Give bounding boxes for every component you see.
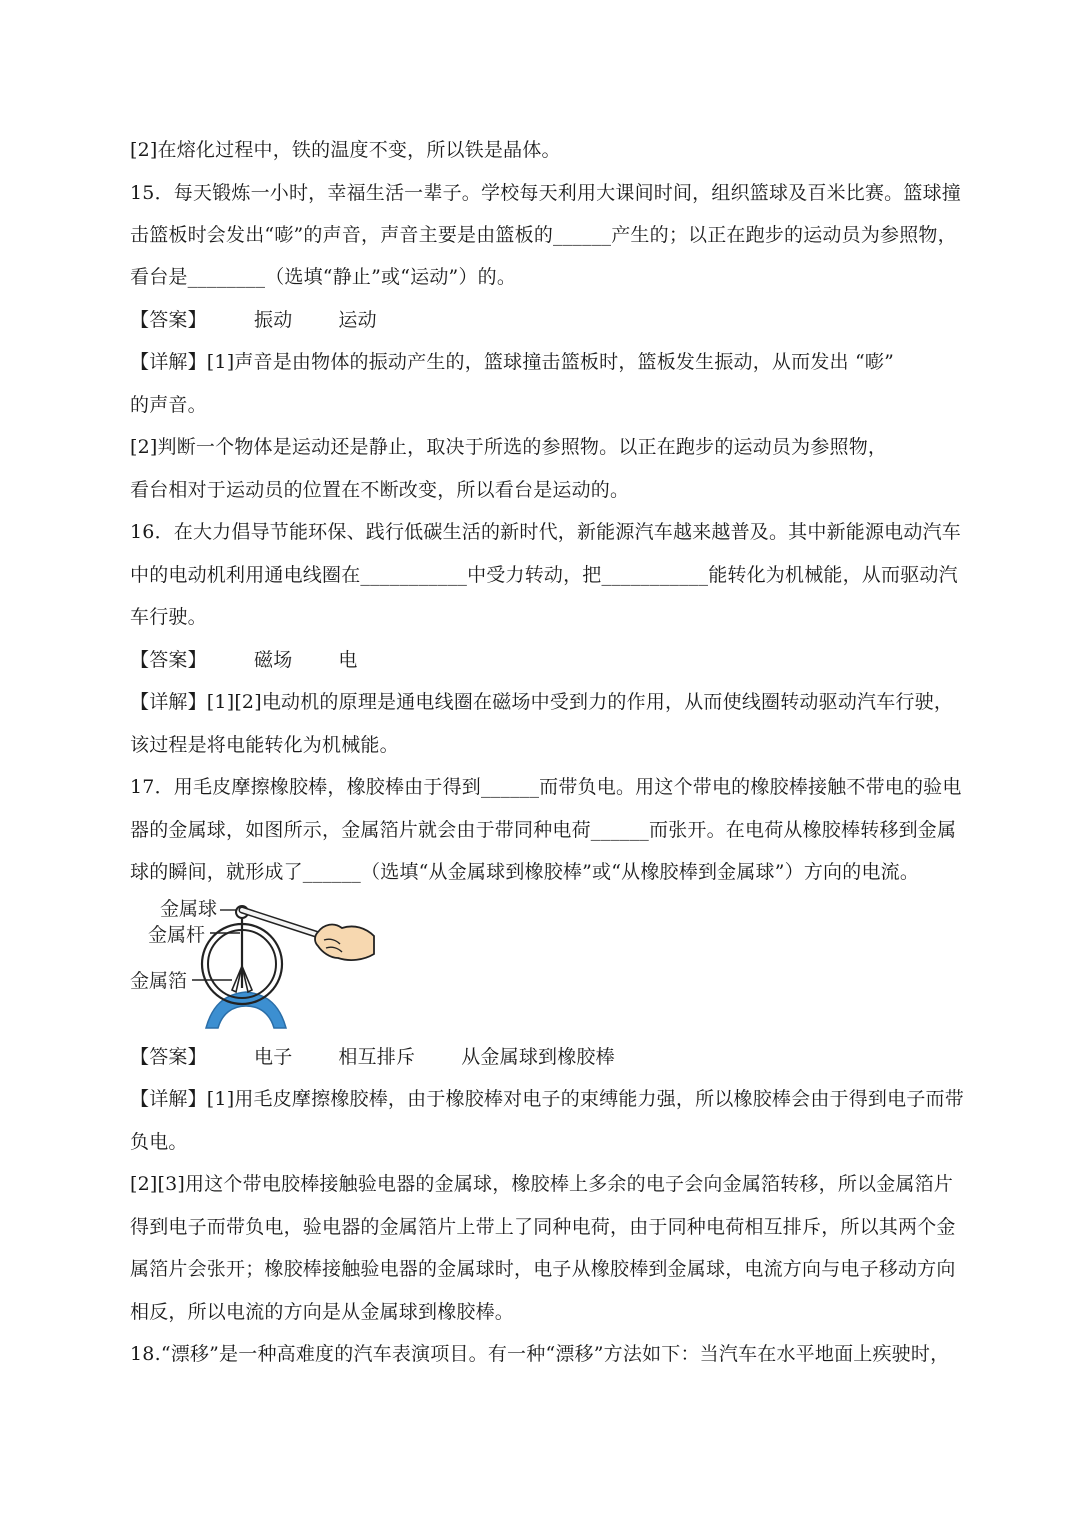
detail-15-line-2: 的声音。 — [130, 394, 207, 416]
detail-17-line-5: 属箔片会张开；橡胶棒接触验电器的金属球时，电子从橡胶棒到金属球，电流方向与电子移动方向 — [130, 1258, 956, 1280]
question-16-line-1: 16．在大力倡导节能环保、践行低碳生活的新时代，新能源汽车越来越普及。其中新能源电动汽车 — [130, 521, 961, 543]
answer-item: 从金属球到橡胶棒 — [461, 1046, 615, 1068]
question-17-line-2: 器的金属球，如图所示，金属箔片就会由于带同种电荷______而张开。在电荷从橡胶棒转移到金属 — [130, 819, 957, 841]
answer-item: 电 — [338, 649, 358, 671]
question-15-line-2: 击篮板时会发出“嘭”的声音，声音主要是由篮板的______产生的；以正在跑步的运动员为参照物， — [130, 224, 957, 246]
answer-17 — [130, 1044, 950, 1070]
electroscope-figure — [128, 888, 378, 1036]
foil-right — [242, 966, 252, 992]
label-metal-rod: 金属杆 — [148, 924, 206, 946]
detail-15-line-4: 看台相对于运动员的位置在不断改变，所以看台是运动的。 — [130, 479, 630, 501]
hand-icon — [315, 925, 374, 961]
answer-item: 磁场 — [254, 649, 293, 671]
question-18-line-1: 18.“漂移”是一种高难度的汽车表演项目。有一种“漂移”方法如下：当汽车在水平地面上疾驶时， — [130, 1343, 950, 1365]
detail-16-line-1: 【详解】[1][2]电动机的原理是通电线圈在磁场中受到力的作用，从而使线圈转动驱动汽车行驶， — [130, 691, 954, 713]
answer-item: 相互排斥 — [338, 1046, 416, 1068]
detail-15-line-1: 【详解】[1]声音是由物体的振动产生的，篮球撞击篮板时，篮板发生振动，从而发出 “嘭” — [130, 351, 894, 373]
label-metal-ball: 金属球 — [160, 898, 218, 920]
detail-17-line-3: [2][3]用这个带电胶棒接触验电器的金属球，橡胶棒上多余的电子会向金属箔转移，所以金属箔片 — [130, 1173, 954, 1195]
question-15-line-1: 15．每天锻炼一小时，幸福生活一辈子。学校每天利用大课间时间，组织篮球及百米比赛。篮球撞 — [130, 182, 961, 204]
detail-15-line-3: [2]判断一个物体是运动还是静止，取决于所选的参照物。以正在跑步的运动员为参照物， — [130, 436, 888, 458]
text-line: [2]在熔化过程中，铁的温度不变，所以铁是晶体。 — [130, 139, 561, 161]
answer-label: 【答案】 — [130, 1046, 207, 1068]
foil-left — [232, 966, 242, 992]
answer-15 — [130, 307, 950, 333]
answer-label: 【答案】 — [130, 309, 207, 331]
detail-16-line-2: 该过程是将电能转化为机械能。 — [130, 734, 399, 756]
detail-17-line-4: 得到电子而带负电，验电器的金属箔片上带上了同种电荷，由于同种电荷相互排斥，所以其两个金 — [130, 1216, 956, 1238]
detail-17-line-2: 负电。 — [130, 1131, 188, 1153]
label-metal-foil: 金属箔 — [130, 970, 188, 992]
answer-item: 运动 — [338, 309, 377, 331]
question-17-line-3: 球的瞬间，就形成了______（选填“从金属球到橡胶棒”或“从橡胶棒到金属球”）方向的电流。 — [130, 861, 920, 883]
question-17-line-1: 17．用毛皮摩擦橡胶棒，橡胶棒由于得到______而带负电。用这个带电的橡胶棒接触不带电的验电 — [130, 776, 962, 798]
detail-17-line-1: 【详解】[1]用毛皮摩擦橡胶棒，由于橡胶棒对电子的束缚能力强，所以橡胶棒会由于得到电子而带 — [130, 1088, 964, 1110]
question-16-line-2: 中的电动机利用通电线圈在___________中受力转动，把___________能转化为机械能，从而驱动汽 — [130, 564, 958, 586]
answer-16 — [130, 647, 950, 673]
question-16-line-3: 车行驶。 — [130, 606, 207, 628]
answer-label: 【答案】 — [130, 649, 207, 671]
question-15-line-3: 看台是________（选填“静止”或“运动”）的。 — [130, 266, 517, 288]
answer-item: 振动 — [254, 309, 293, 331]
answer-item: 电子 — [254, 1046, 293, 1068]
detail-17-line-6: 相反，所以电流的方向是从金属球到橡胶棒。 — [130, 1301, 515, 1323]
rubber-rod-highlight — [242, 910, 328, 938]
